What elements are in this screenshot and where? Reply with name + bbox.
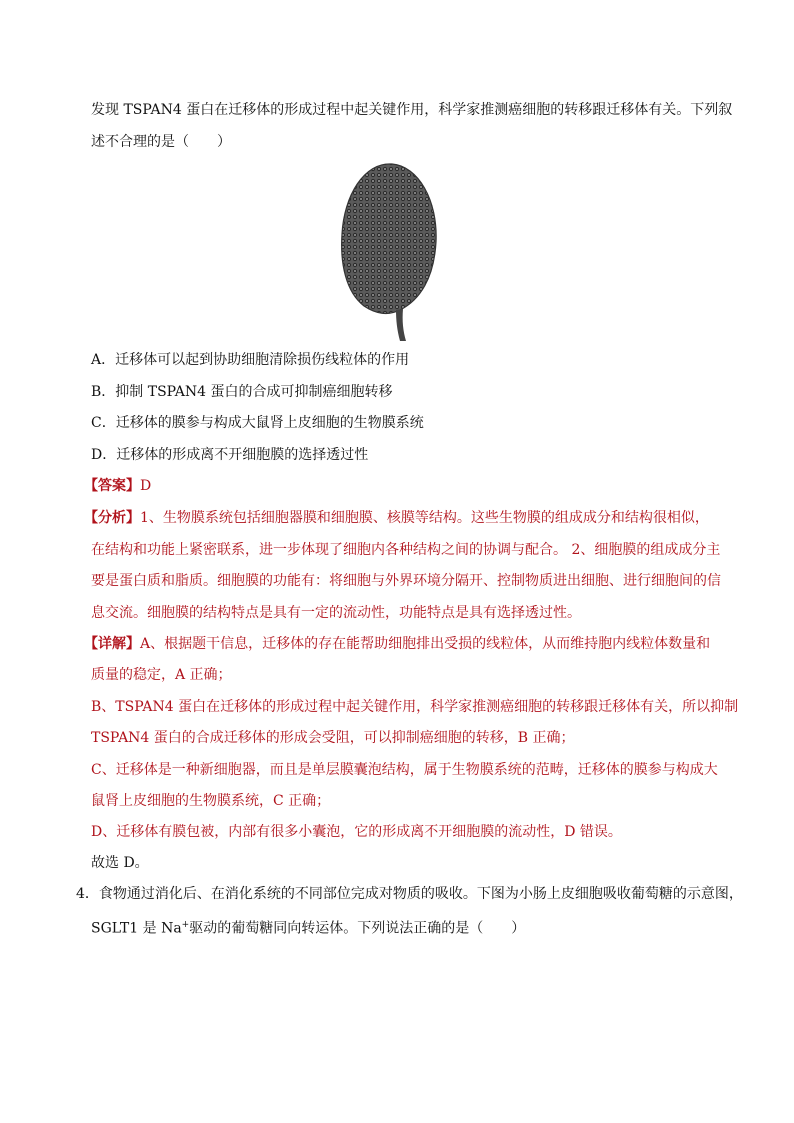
analysis-label: 【分析】 (84, 510, 140, 526)
q3-option-b: B．抑制 TSPAN4 蛋白的合成可抑制癌细胞转移 (91, 384, 393, 400)
conclusion: 故选 D。 (91, 855, 149, 871)
detail-line-2: 质量的稳定，A 正确； (91, 667, 232, 683)
analysis-line-1: 【分析】1、生物膜系统包括细胞器膜和细胞膜、核膜等结构。这些生物膜的组成成分和结构很相似， (84, 510, 709, 526)
analysis-line-2: 在结构和功能上紧密联系，进一步体现了细胞内各种结构之间的协调与配合。 2、细胞膜的组成成分主 (91, 542, 721, 558)
retraction-fiber (396, 309, 406, 341)
analysis-line-3: 要是蛋白质和脂质。细胞膜的功能有：将细胞与外界环境分隔开、控制物质进出细胞、进行细胞间的信 (91, 573, 721, 589)
q3-stem-line2: 述不合理的是（ ） (91, 134, 231, 150)
answer-value: D (140, 478, 152, 494)
detail-line-7: D、迁移体有膜包被，内部有很多小囊泡，它的形成离不开细胞膜的流动性，D 错误。 (91, 824, 622, 840)
detail-label: 【详解】 (84, 636, 140, 652)
q3-stem-line1: 发现 TSPAN4 蛋白在迁移体的形成过程中起关键作用，科学家推测癌细胞的转移跟迁移体有关。下列叙 (91, 102, 733, 118)
detail-line-6: 鼠肾上皮细胞的生物膜系统，C 正确； (91, 793, 331, 809)
answer-line (84, 476, 151, 496)
migrasome-vesicle (342, 164, 437, 314)
q3-option-a: A．迁移体可以起到协助细胞清除损伤线粒体的作用 (91, 352, 410, 368)
q4-stem-line1: 4．食物通过消化后、在消化系统的不同部位完成对物质的吸收。下图为小肠上皮细胞吸收葡萄糖的示意图， (76, 886, 743, 902)
answer-label: 【答案】 (84, 478, 140, 494)
analysis-line-4: 息交流。细胞膜的结构特点是具有一定的流动性，功能特点是具有选择透过性。 (91, 605, 581, 621)
detail-line-3: B、TSPAN4 蛋白在迁移体的形成过程中起关键作用，科学家推测癌细胞的转移跟迁移体有关，所以抑制 (91, 699, 739, 715)
q3-option-c: C．迁移体的膜参与构成大鼠肾上皮细胞的生物膜系统 (91, 415, 424, 431)
detail-line-1: 【详解】A、根据题干信息，迁移体的存在能帮助细胞排出受损的线粒体，从而维持胞内线粒体数量和 (84, 636, 711, 652)
detail-line-5: C、迁移体是一种新细胞器，而且是单层膜囊泡结构，属于生物膜系统的范畴，迁移体的膜参与构成大 (91, 762, 718, 778)
migrasome-illustration (340, 160, 440, 342)
q4-stem-line2: SGLT1 是 Na+驱动的葡萄糖同向转运体。下列说法正确的是（ ） (91, 920, 526, 937)
q3-option-d: D．迁移体的形成离不开细胞膜的选择透过性 (91, 447, 369, 463)
detail-line-4: TSPAN4 蛋白的合成迁移体的形成会受阻，可以抑制癌细胞的转移，B 正确； (91, 730, 575, 746)
